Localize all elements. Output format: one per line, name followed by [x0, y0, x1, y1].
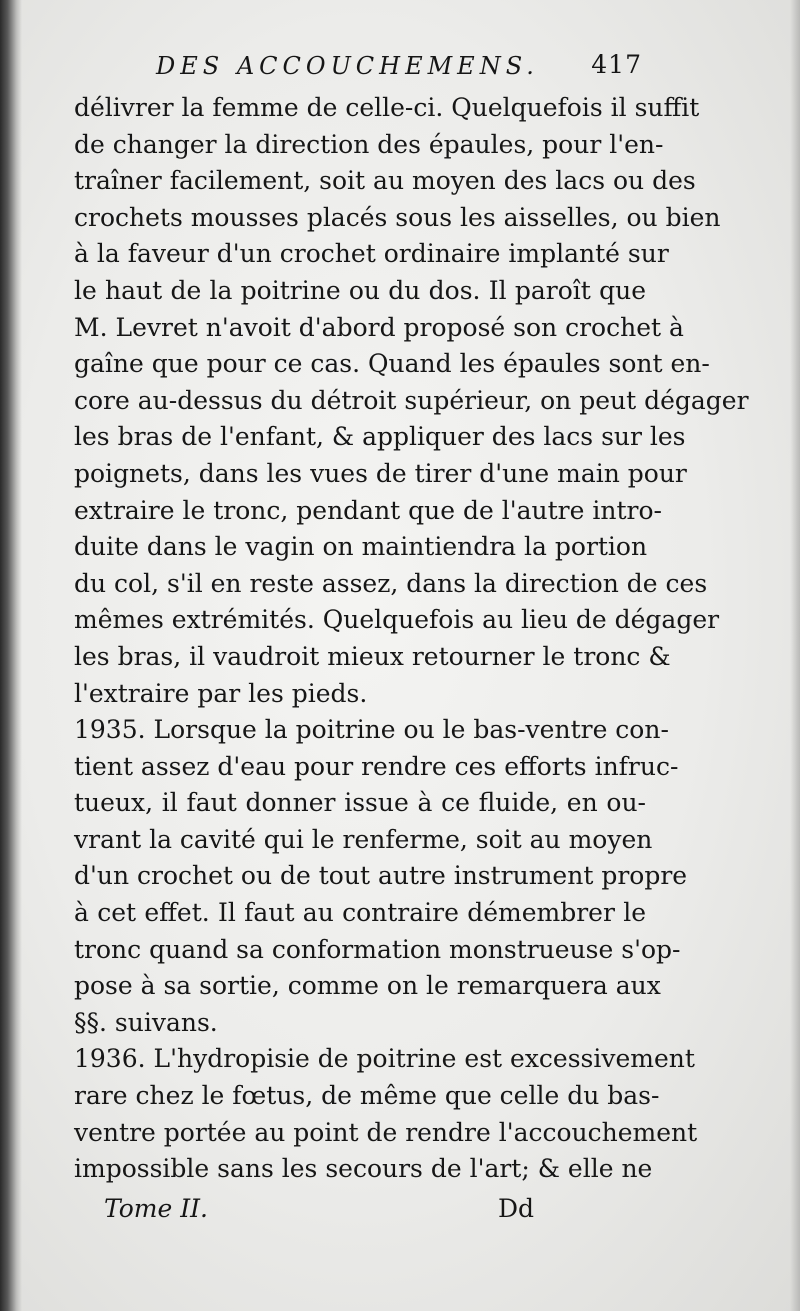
text-line: extraire le tronc, pendant que de l'autre intro- — [74, 495, 662, 525]
text-line: les bras de l'enfant, & appliquer des lacs sur les — [74, 422, 686, 452]
text-line: rare chez le fœtus, de même que celle du bas- — [74, 1081, 660, 1111]
text-line: tronc quand sa conformation monstrueuse s'op- — [74, 934, 681, 964]
paragraph-end-line: §§. suivans. — [74, 1007, 218, 1037]
text-line: impossible sans les secours de l'art; & elle ne — [74, 1154, 653, 1184]
text-line: core au-dessus du détroit supérieur, on peut dégager — [74, 385, 749, 415]
page-edge — [790, 0, 800, 1311]
text-line: d'un crochet ou de tout autre instrument propre — [74, 861, 688, 891]
sheet-signature-mark: Dd — [498, 1193, 535, 1223]
text-line: à la faveur d'un crochet ordinaire implanté sur — [74, 239, 669, 269]
page-footer — [74, 1188, 646, 1228]
text-line: gaîne que pour ce cas. Quand les épaules sont en- — [74, 349, 710, 379]
section-1935-start-line: 1935. Lorsque la poitrine ou le bas-ventre con- — [74, 715, 669, 745]
text-line: à cet effet. Il faut au contraire démembrer le — [74, 898, 646, 928]
text-line: poignets, dans les vues de tirer d'une main pour — [74, 458, 687, 488]
text-line: duite dans le vagin on maintiendra la portion — [74, 532, 648, 562]
text-line: tueux, il faut donner issue à ce fluide, en ou- — [74, 788, 646, 818]
text-line: les bras, il vaudroit mieux retourner le tronc & — [74, 641, 671, 671]
text-block — [74, 44, 749, 1228]
text-line: pose à sa sortie, comme on le remarquera aux — [74, 971, 661, 1001]
text-line: délivrer la femme de celle-ci. Quelquefois il suffit — [74, 93, 700, 122]
paragraph-end-line: l'extraire par les pieds. — [74, 678, 368, 708]
section-1936-start-line: 1936. L'hydropisie de poitrine est excessivement — [74, 1044, 695, 1074]
text-line: du col, s'il en reste assez, dans la direction de ces — [74, 568, 708, 598]
text-line: ventre portée au point de rendre l'accouchement — [74, 1117, 698, 1147]
text-line: traîner facilement, soit au moyen des lacs ou des — [74, 166, 696, 196]
text-line: tient assez d'eau pour rendre ces efforts infruc- — [74, 751, 679, 781]
page-number: 417 — [591, 50, 642, 79]
running-head — [74, 44, 646, 90]
binding-shadow — [0, 0, 22, 1311]
volume-signature: Tome II. — [104, 1193, 208, 1223]
running-title: DES ACCOUCHEMENS. — [156, 52, 539, 80]
text-line: de changer la direction des épaules, pour l'en- — [74, 129, 664, 159]
text-line: le haut de la poitrine ou du dos. Il paroît que — [74, 275, 646, 305]
text-line: mêmes extrémités. Quelquefois au lieu de dégager — [74, 605, 720, 635]
text-line: crochets mousses placés sous les aisselles, ou bien — [74, 202, 721, 232]
text-line: M. Levret n'avoit d'abord proposé son crochet à — [74, 312, 684, 342]
text-line: vrant la cavité qui le renferme, soit au moyen — [74, 824, 653, 854]
body-text — [74, 90, 749, 1188]
